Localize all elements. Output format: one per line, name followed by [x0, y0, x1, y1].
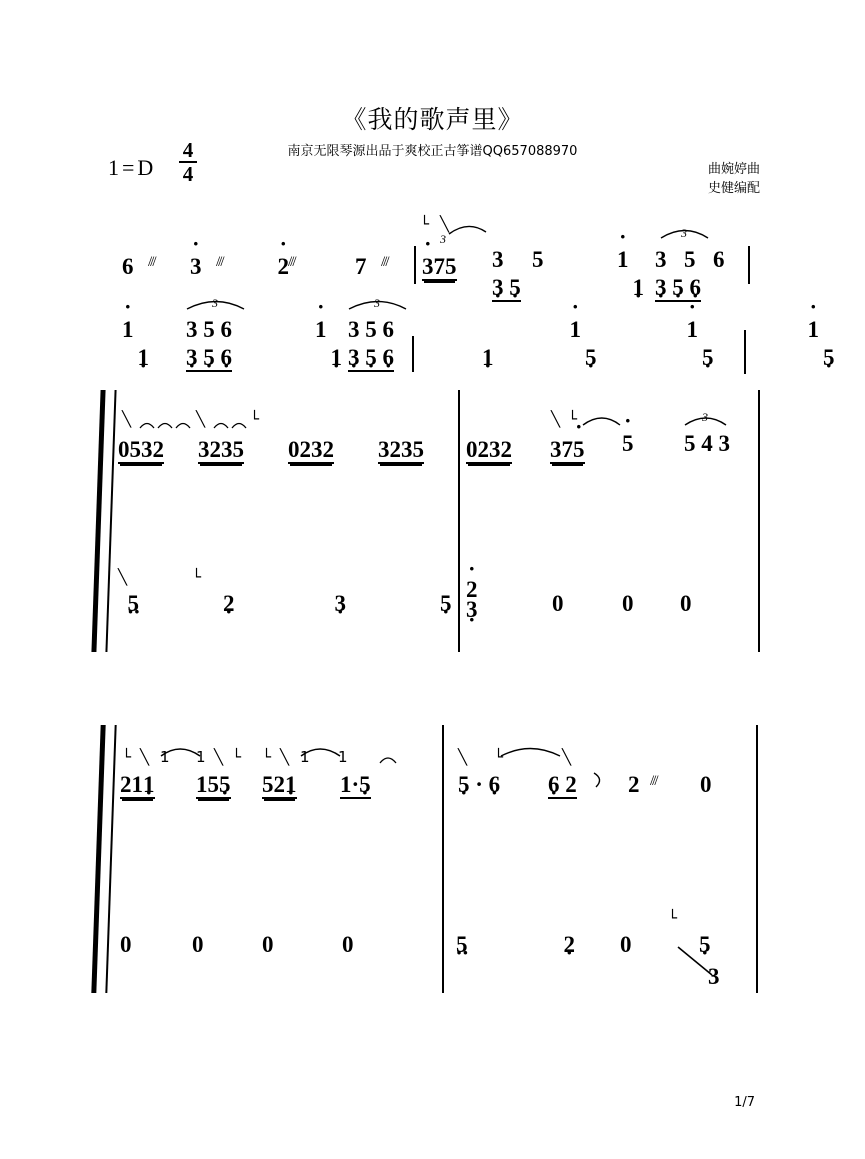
note: 5 ··	[128, 592, 140, 615]
note: 3 ·	[348, 346, 360, 369]
note: 6	[382, 317, 394, 342]
note: 1	[196, 772, 208, 797]
technique-mark: ╲	[458, 748, 468, 766]
measure-notes	[340, 773, 371, 799]
barline	[758, 390, 760, 652]
note: · 1	[570, 318, 582, 341]
note: 3	[401, 437, 413, 462]
note: 3	[550, 437, 562, 462]
triplet-number: 3	[212, 296, 218, 310]
note: 1 ·	[331, 346, 343, 369]
slur	[300, 743, 342, 757]
note-group	[186, 346, 232, 372]
note: 5	[532, 247, 544, 272]
barline	[748, 246, 750, 284]
triplet-number: 3	[702, 410, 708, 424]
triplet-number: 3	[374, 296, 380, 310]
note: · 2	[466, 580, 478, 600]
note: 6 ·	[690, 276, 702, 299]
note: 6 ·	[548, 773, 560, 796]
technique-mark: ╲	[196, 410, 206, 428]
slash-mark: ///	[381, 254, 388, 270]
note: 3	[221, 437, 233, 462]
credit-composer: 曲婉婷曲	[707, 162, 760, 177]
note: · 1	[617, 248, 629, 271]
note-group	[186, 318, 232, 341]
note: · 3	[422, 255, 434, 278]
slash-mark: ///	[148, 254, 155, 270]
triplet-number: 3	[440, 232, 446, 246]
measure-notes	[548, 773, 577, 799]
measure-notes	[458, 773, 500, 796]
note: 5 ·	[440, 592, 452, 615]
slur	[582, 412, 622, 426]
note: 2	[273, 772, 285, 797]
measure-notes	[378, 438, 424, 464]
triplet-number: 3	[681, 226, 687, 240]
note: 3	[311, 437, 323, 462]
note: 5 ·	[219, 773, 231, 796]
note: 2	[299, 437, 311, 462]
note: 3 ·	[466, 600, 478, 620]
measure-notes	[684, 432, 730, 455]
dot-separator: ·	[351, 772, 360, 797]
barline	[414, 246, 416, 284]
note: 0	[700, 772, 712, 797]
barline	[442, 725, 444, 993]
time-signature-denominator: 4	[182, 162, 194, 186]
note: · 1	[315, 318, 327, 341]
note: 6	[220, 317, 232, 342]
slur	[448, 222, 488, 236]
system-start-barline	[91, 725, 105, 993]
technique-mark	[138, 418, 186, 430]
note: · 5	[622, 432, 634, 455]
note: 2	[120, 772, 132, 797]
note: 7	[561, 437, 573, 462]
note: 5	[684, 247, 696, 272]
note: 5 ·	[365, 346, 377, 369]
note: 1 ·	[482, 346, 494, 369]
note: 7	[433, 254, 445, 279]
note: 5 ··	[456, 933, 468, 956]
slash-mark: ///	[650, 773, 657, 789]
system-3	[0, 390, 865, 660]
technique-mark	[378, 753, 398, 765]
measure-notes	[550, 438, 585, 464]
technique-mark: ╲	[440, 215, 450, 233]
technique-mark: ╲	[118, 568, 128, 586]
note: 1 ·	[143, 773, 155, 796]
note: 0	[620, 932, 632, 957]
barline	[744, 330, 746, 374]
technique-mark: ╲	[551, 410, 561, 428]
note: 3	[718, 431, 730, 456]
technique-mark: └	[420, 215, 430, 233]
note: 4	[701, 431, 713, 456]
note: 5	[412, 437, 424, 462]
system-2	[0, 296, 865, 380]
technique-mark: └	[494, 748, 504, 766]
technique-mark: └	[262, 748, 272, 766]
system-start-barline-thin	[105, 390, 116, 652]
note: 5 ·	[702, 346, 714, 369]
note: · 1	[122, 318, 134, 341]
note: 0	[622, 591, 634, 616]
note: 6	[122, 254, 134, 279]
note: 5	[684, 431, 696, 456]
note: 5	[129, 437, 141, 462]
system-start-barline	[91, 390, 105, 652]
key-signature	[108, 155, 153, 181]
dot-separator: ·	[475, 772, 483, 797]
technique-mark: 1	[196, 748, 206, 766]
note: 0	[192, 932, 204, 957]
note: 2	[565, 772, 577, 797]
note: 1 ·	[285, 773, 297, 796]
slur	[500, 743, 562, 757]
measure-notes	[198, 438, 244, 464]
key-signature-label: 1	[108, 155, 119, 180]
note: 5 ·	[458, 773, 470, 796]
technique-mark: └	[192, 568, 202, 586]
note: 3	[378, 437, 390, 462]
system-start-barline-thin	[105, 725, 116, 993]
note: 5	[262, 772, 274, 797]
note: 3	[348, 317, 360, 342]
note: 2	[209, 437, 221, 462]
page-subtitle: 南京无限琴源出品于爽校正古筝谱QQ657088970	[287, 144, 578, 159]
measure-notes	[262, 773, 297, 799]
note: 0	[120, 932, 132, 957]
note: 6	[713, 247, 725, 272]
technique-mark: 1	[300, 748, 310, 766]
note-group	[348, 318, 394, 341]
note: 6 ·	[489, 773, 501, 796]
note: 3 ·	[186, 346, 198, 369]
note: 0	[552, 591, 564, 616]
note: 5 ·	[359, 773, 371, 796]
system-1	[0, 210, 865, 300]
system-4	[0, 725, 865, 995]
measure-notes	[466, 438, 512, 464]
note: 7	[355, 254, 367, 279]
technique-mark	[212, 418, 242, 430]
note: 5	[207, 772, 219, 797]
note: 3	[489, 437, 501, 462]
technique-mark: ╲	[280, 748, 290, 766]
tie	[592, 771, 608, 789]
barline	[412, 336, 414, 372]
note: · 2	[278, 255, 290, 278]
time-signature-numerator: 4	[182, 138, 194, 162]
page-title: 《我的歌声里》	[341, 105, 524, 134]
note: 6 ·	[383, 346, 395, 369]
note: 6 ·	[221, 346, 233, 369]
measure-notes	[196, 773, 231, 799]
technique-mark: 1	[160, 748, 170, 766]
key-signature-value: D	[137, 155, 154, 180]
note: 1 ·	[138, 346, 150, 369]
barline	[458, 390, 460, 652]
note: 0	[680, 591, 692, 616]
note: · 3	[190, 255, 202, 278]
technique-mark: └	[250, 410, 260, 428]
note: 5 ·	[672, 276, 684, 299]
note: 2	[389, 437, 401, 462]
note: 5 ·	[509, 276, 521, 299]
note: 0	[288, 437, 300, 462]
credit-arranger: 史健编配	[707, 181, 760, 196]
note: 2	[628, 772, 640, 797]
note-group	[422, 255, 457, 281]
note: 3	[141, 437, 153, 462]
technique-mark: ╲	[122, 410, 132, 428]
technique-mark: └	[122, 748, 132, 766]
note: 5	[365, 317, 377, 342]
time-signature	[175, 140, 201, 184]
note: 2 ·	[223, 592, 235, 615]
measure-notes	[118, 438, 164, 464]
note: 5 ·	[699, 933, 711, 956]
barline	[756, 725, 758, 993]
key-signature-equals: =	[122, 155, 135, 180]
note: 3	[492, 247, 504, 272]
note: 3	[186, 317, 198, 342]
page-number: 1/7	[734, 1095, 755, 1110]
note: 2	[322, 437, 334, 462]
note: · 5	[573, 438, 585, 461]
technique-mark: 1	[338, 748, 348, 766]
note: 3 ·	[335, 592, 347, 615]
note: 0	[262, 932, 274, 957]
slash-mark: ///	[216, 254, 223, 270]
note: 3 ·	[655, 276, 667, 299]
slash-mark: ///	[288, 254, 295, 270]
note: 0	[466, 437, 478, 462]
technique-mark: └	[668, 909, 678, 927]
note: 5 ·	[203, 346, 215, 369]
note: 2	[500, 437, 512, 462]
note: 5	[203, 317, 215, 342]
note: 2	[152, 437, 164, 462]
note-stack	[466, 577, 478, 622]
note: 5	[232, 437, 244, 462]
measure-notes	[288, 438, 334, 464]
note: 2 ·	[564, 933, 576, 956]
note: 0	[118, 437, 130, 462]
note-group	[348, 346, 394, 372]
note-group	[492, 276, 521, 302]
note: 0	[342, 932, 354, 957]
note: 3	[708, 964, 720, 989]
technique-mark: ╲	[562, 748, 572, 766]
note: 3	[655, 247, 667, 272]
note: 3	[198, 437, 210, 462]
technique-mark: └	[568, 410, 578, 428]
technique-mark: ╲	[140, 748, 150, 766]
note: · 1	[687, 318, 699, 341]
note: 2	[477, 437, 489, 462]
measure-notes	[120, 773, 155, 799]
note: 5 ·	[585, 346, 597, 369]
note: 1 ·	[633, 276, 645, 299]
note: 3 ·	[492, 276, 504, 299]
note: 5 ·	[823, 346, 835, 369]
credits	[708, 160, 760, 198]
technique-mark: ╲	[214, 748, 224, 766]
note: · 1	[808, 318, 820, 341]
note: 1	[340, 772, 352, 797]
note: 5	[445, 254, 457, 279]
technique-mark: └	[232, 748, 242, 766]
note: 1	[131, 772, 143, 797]
